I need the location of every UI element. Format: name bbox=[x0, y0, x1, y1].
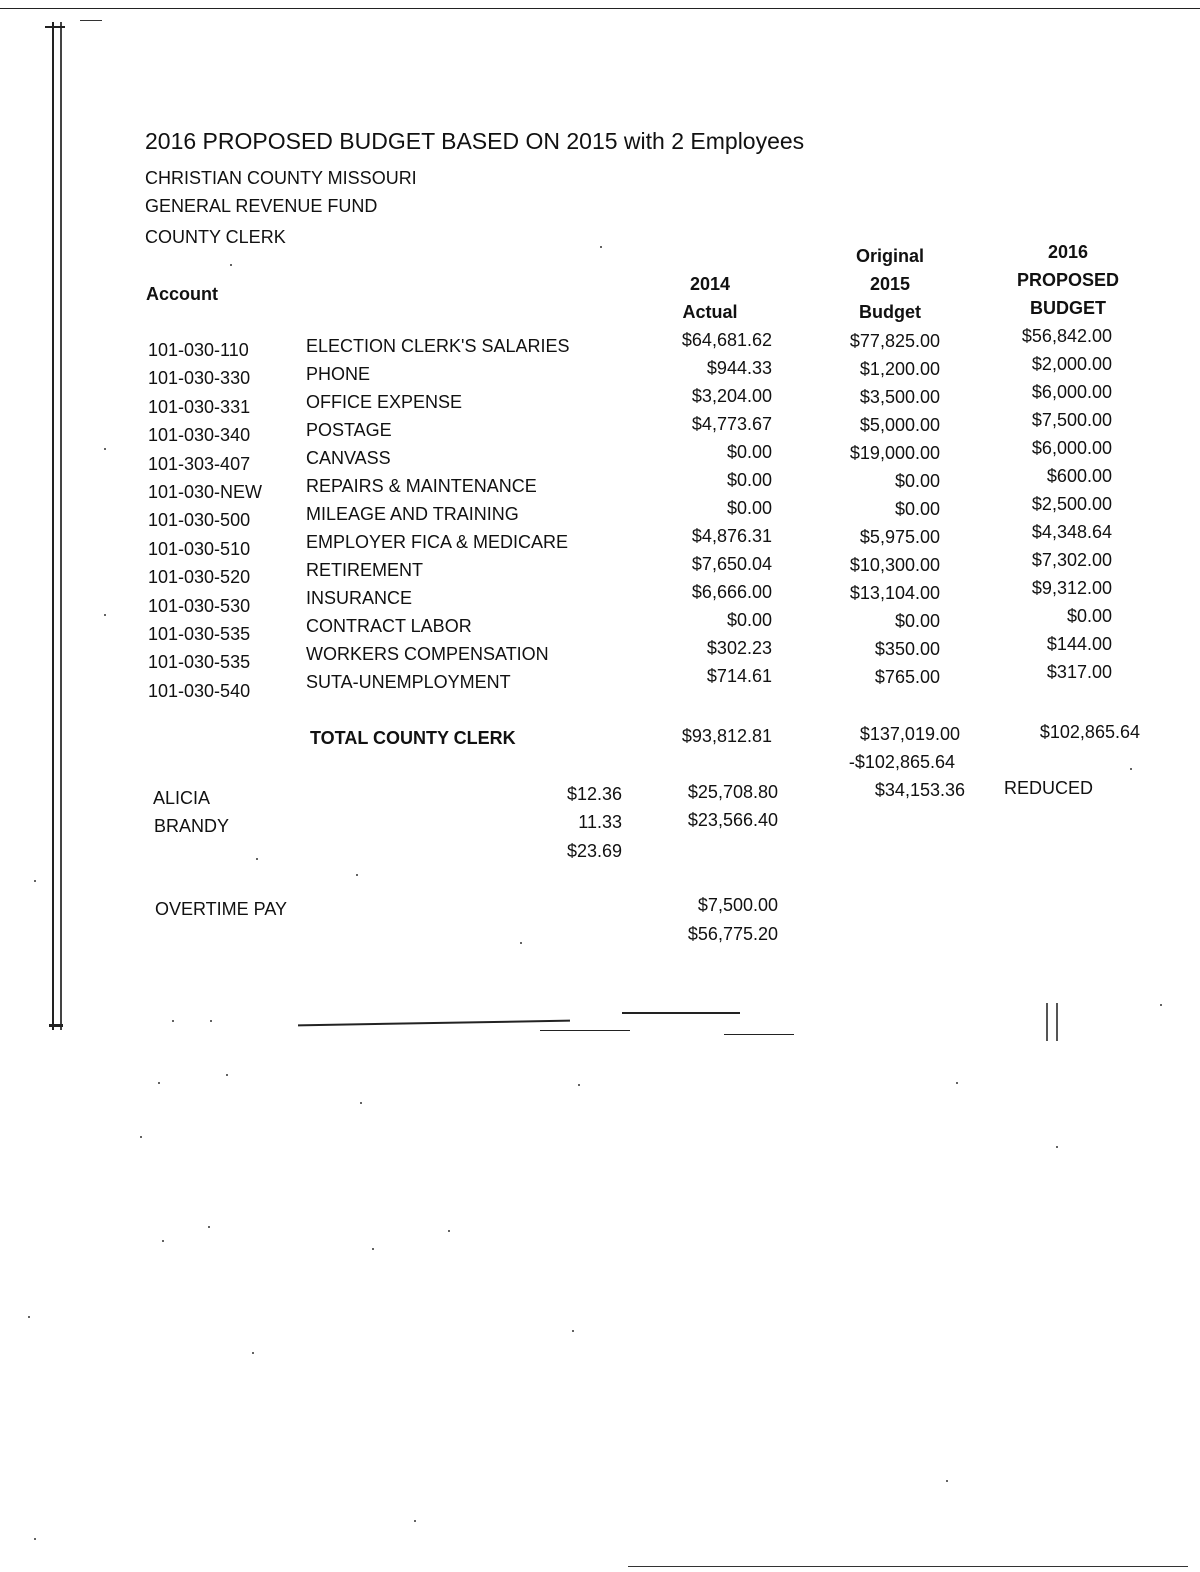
speck bbox=[414, 1520, 416, 1522]
proposed-2016-value: $600.00 bbox=[1046, 466, 1112, 486]
binder-edge bbox=[52, 22, 62, 1030]
proposed-2016-value: $2,500.00 bbox=[1031, 494, 1112, 514]
line-item-description: INSURANCE bbox=[306, 588, 413, 608]
budget-2015-value: $0.00 bbox=[894, 611, 940, 631]
employee-name: BRANDY bbox=[154, 816, 230, 836]
employee-annual: $25,708.80 bbox=[687, 782, 778, 802]
header-line: 2016 bbox=[1047, 242, 1089, 262]
proposed-2016-value: $9,312.00 bbox=[1031, 578, 1112, 598]
budget-2015-value: $765.00 bbox=[874, 667, 940, 687]
budget-2015-value: $19,000.00 bbox=[849, 443, 940, 463]
line-item-description: PHONE bbox=[306, 364, 371, 384]
speck bbox=[140, 1136, 142, 1138]
account-number: 101-030-510 bbox=[148, 539, 251, 559]
speck bbox=[28, 1316, 30, 1318]
speck bbox=[162, 1240, 164, 1242]
speck bbox=[34, 1538, 36, 1540]
speck bbox=[104, 448, 106, 450]
line-item-description: ELECTION CLERK'S SALARIES bbox=[306, 336, 570, 356]
county-name: CHRISTIAN COUNTY MISSOURI bbox=[145, 168, 417, 188]
speck bbox=[600, 246, 602, 248]
line-item-description: EMPLOYER FICA & MEDICARE bbox=[306, 532, 569, 552]
speck bbox=[520, 942, 522, 944]
account-number: 101-030-500 bbox=[148, 510, 251, 530]
budget-2015-value: $3,500.00 bbox=[859, 387, 940, 407]
scan-edge-line bbox=[0, 8, 1200, 9]
proposed-2016-value: $56,842.00 bbox=[1021, 326, 1112, 346]
speck bbox=[158, 1082, 160, 1084]
header-line: 2014 bbox=[689, 274, 731, 294]
proposed-2016-value: $317.00 bbox=[1046, 662, 1112, 682]
total-2016: $102,865.64 bbox=[1039, 722, 1140, 742]
line-item-description: RETIREMENT bbox=[306, 560, 423, 580]
budget-2015-value: $0.00 bbox=[894, 471, 940, 491]
overtime-label: OVERTIME PAY bbox=[155, 899, 288, 919]
speck bbox=[572, 1330, 574, 1332]
header-line: PROPOSED bbox=[1016, 270, 1120, 290]
total-2015-less: -$102,865.64 bbox=[848, 752, 955, 772]
header-line: 2015 bbox=[869, 274, 911, 294]
proposed-2016-value: $4,348.64 bbox=[1031, 522, 1112, 542]
actual-2014-value: $0.00 bbox=[726, 498, 772, 518]
proposed-2016-value: $2,000.00 bbox=[1031, 354, 1112, 374]
account-number: 101-030-530 bbox=[148, 596, 251, 616]
binder-foot bbox=[49, 1024, 63, 1027]
proposed-2016-value: $7,500.00 bbox=[1031, 410, 1112, 430]
reduction-label: REDUCED bbox=[1004, 778, 1094, 798]
reduction-amount: $34,153.36 bbox=[874, 780, 965, 800]
scan-edge-line bbox=[628, 1566, 1188, 1567]
proposed-2016-value: $7,302.00 bbox=[1031, 550, 1112, 570]
speck bbox=[104, 614, 106, 616]
account-header: Account bbox=[146, 284, 218, 304]
speck bbox=[946, 1480, 948, 1482]
account-number: 101-030-535 bbox=[148, 652, 251, 672]
speck bbox=[172, 1020, 174, 1022]
speck bbox=[252, 1352, 254, 1354]
speck bbox=[356, 874, 358, 876]
employee-annual: $23,566.40 bbox=[687, 810, 778, 830]
line-item-description: POSTAGE bbox=[306, 420, 392, 440]
speck bbox=[360, 1102, 362, 1104]
actual-2014-value: $4,773.67 bbox=[691, 414, 772, 434]
speck bbox=[956, 1082, 958, 1084]
speck bbox=[210, 1020, 212, 1022]
salary-total: $56,775.20 bbox=[687, 924, 778, 944]
binder-cap bbox=[45, 26, 65, 28]
header-2016-proposed bbox=[1004, 238, 1132, 322]
line-item-description: WORKERS COMPENSATION bbox=[306, 644, 549, 664]
budget-2015-value: $5,975.00 bbox=[859, 527, 940, 547]
speck bbox=[230, 264, 232, 266]
scribble-mark bbox=[622, 1012, 740, 1014]
actual-2014-value: $4,876.31 bbox=[691, 526, 772, 546]
account-number: 101-030-330 bbox=[148, 368, 251, 388]
actual-2014-value: $7,650.04 bbox=[691, 554, 772, 574]
budget-2015-value: $0.00 bbox=[894, 499, 940, 519]
overtime-amount: $7,500.00 bbox=[697, 895, 778, 915]
employee-rate: $12.36 bbox=[566, 784, 622, 804]
account-number: 101-030-520 bbox=[148, 567, 251, 587]
account-number: 101-030-NEW bbox=[148, 482, 263, 502]
proposed-2016-value: $6,000.00 bbox=[1031, 438, 1112, 458]
document-title: 2016 PROPOSED BUDGET BASED ON 2015 with 2 Employees bbox=[145, 128, 805, 154]
scribble-mark bbox=[724, 1034, 794, 1035]
rate-total: $23.69 bbox=[566, 841, 622, 861]
line-item-description: SUTA-UNEMPLOYMENT bbox=[306, 672, 511, 692]
speck bbox=[34, 880, 36, 882]
speck bbox=[226, 1074, 228, 1076]
speck bbox=[372, 1248, 374, 1250]
actual-2014-value: $714.61 bbox=[706, 666, 772, 686]
line-item-description: CANVASS bbox=[306, 448, 391, 468]
speck bbox=[1160, 1004, 1162, 1006]
actual-2014-value: $3,204.00 bbox=[691, 386, 772, 406]
header-2015-budget bbox=[840, 242, 940, 326]
employee-rate: 11.33 bbox=[578, 812, 622, 832]
speck bbox=[578, 1084, 580, 1086]
actual-2014-value: $0.00 bbox=[726, 442, 772, 462]
line-item-description: MILEAGE AND TRAINING bbox=[306, 504, 519, 524]
speck bbox=[1130, 768, 1132, 770]
proposed-2016-value: $6,000.00 bbox=[1031, 382, 1112, 402]
budget-2015-value: $350.00 bbox=[874, 639, 940, 659]
actual-2014-value: $0.00 bbox=[726, 470, 772, 490]
actual-2014-value: $6,666.00 bbox=[691, 582, 772, 602]
total-2015: $137,019.00 bbox=[859, 724, 960, 744]
line-item-description: CONTRACT LABOR bbox=[306, 616, 472, 636]
proposed-2016-value: $0.00 bbox=[1066, 606, 1112, 626]
account-number: 101-030-540 bbox=[148, 681, 251, 701]
budget-2015-value: $13,104.00 bbox=[849, 583, 940, 603]
speck bbox=[256, 858, 258, 860]
line-item-description: REPAIRS & MAINTENANCE bbox=[306, 476, 537, 496]
line-item-description: OFFICE EXPENSE bbox=[306, 392, 463, 412]
total-label: TOTAL COUNTY CLERK bbox=[310, 728, 516, 748]
speck bbox=[208, 1226, 210, 1228]
account-number: 101-030-535 bbox=[148, 624, 251, 644]
header-line: BUDGET bbox=[1030, 298, 1106, 318]
header-line: Original bbox=[855, 246, 924, 266]
actual-2014-value: $944.33 bbox=[706, 358, 772, 378]
actual-2014-value: $0.00 bbox=[726, 610, 772, 630]
actual-2014-value: $302.23 bbox=[706, 638, 772, 658]
budget-2015-value: $5,000.00 bbox=[859, 415, 940, 435]
department-name: COUNTY CLERK bbox=[145, 227, 286, 247]
scan-mark bbox=[1046, 1003, 1058, 1041]
total-2014: $93,812.81 bbox=[681, 726, 772, 746]
proposed-2016-value: $144.00 bbox=[1046, 634, 1112, 654]
speck bbox=[448, 1230, 450, 1232]
account-number: 101-030-110 bbox=[148, 340, 249, 360]
account-number: 101-030-331 bbox=[148, 397, 251, 417]
budget-2015-value: $77,825.00 bbox=[849, 331, 940, 351]
actual-2014-value: $64,681.62 bbox=[681, 330, 772, 350]
budget-2015-value: $1,200.00 bbox=[859, 359, 940, 379]
header-line: Budget bbox=[859, 302, 921, 322]
scan-mark bbox=[80, 20, 102, 21]
fund-name: GENERAL REVENUE FUND bbox=[145, 196, 378, 216]
account-number: 101-030-340 bbox=[148, 425, 251, 445]
account-number: 101-303-407 bbox=[148, 454, 251, 474]
header-line: Actual bbox=[682, 302, 738, 322]
scribble-mark bbox=[540, 1030, 630, 1031]
scribble-mark bbox=[298, 1020, 570, 1027]
budget-2015-value: $10,300.00 bbox=[849, 555, 940, 575]
speck bbox=[1056, 1146, 1058, 1148]
header-2014-actual bbox=[660, 270, 760, 326]
employee-name: ALICIA bbox=[153, 788, 211, 808]
